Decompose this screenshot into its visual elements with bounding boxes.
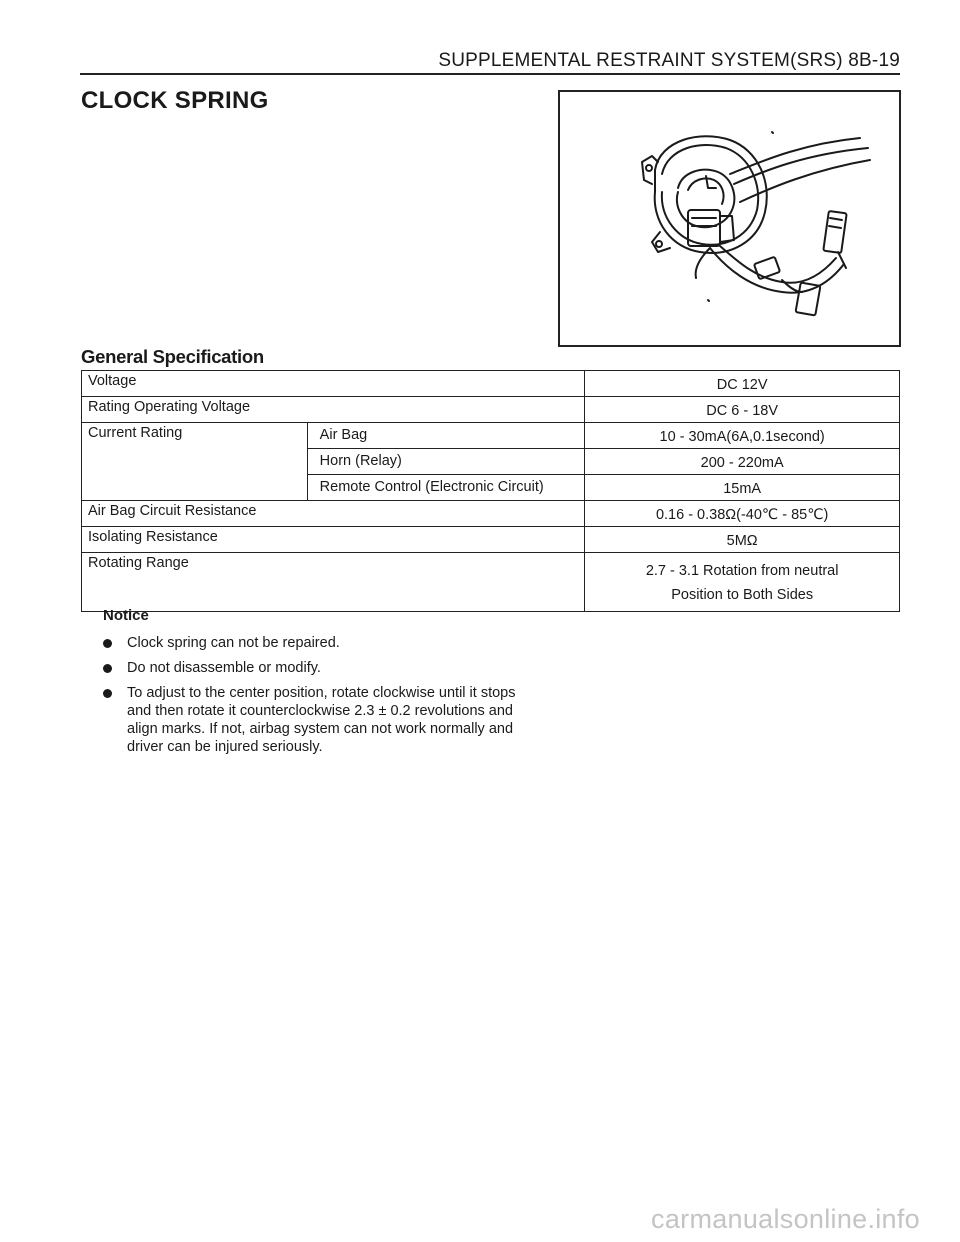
current-remote-control-label: Remote Control (Electronic Circuit) [307,475,585,501]
isolating-resistance-label: Isolating Resistance [82,527,585,553]
rating-operating-voltage-label: Rating Operating Voltage [82,397,585,423]
table-row [82,371,900,397]
header-rule [80,73,900,75]
bullet-icon [103,639,112,648]
notice-item-text: To adjust to the center position, rotate clockwise until it stops and then rotate it counterclockwise 2.3 ± 0.2 revolutions and align marks. If not, airbag system can not work normally and driver can be injured seriously. [127,685,516,755]
table-row [82,527,900,553]
air-bag-circuit-resistance-label: Air Bag Circuit Resistance [82,501,585,527]
section-title: CLOCK SPRING [81,87,269,114]
spec-table [81,370,900,612]
bullet-icon [103,664,112,673]
voltage-value: DC 12V [585,371,900,397]
table-row [82,501,900,527]
rotating-range-value [585,553,900,612]
list-item [103,634,543,652]
rotating-range-label: Rotating Range [82,553,585,612]
table-row [82,553,900,612]
rotating-range-value-line-1: 2.7 - 3.1 Rotation from neutral [645,563,839,579]
notice-title: Notice [103,607,149,624]
clock-spring-illustration [558,90,901,347]
current-air-bag-value: 10 - 30mA(6A,0.1second) [585,423,900,449]
current-rating-label: Current Rating [82,423,308,501]
current-remote-control-value: 15mA [585,475,900,501]
isolating-resistance-value: 5MΩ [585,527,900,553]
air-bag-circuit-resistance-value: 0.16 - 0.38Ω(-40℃ - 85℃) [585,501,900,527]
watermark: carmanualsonline.info [651,1204,920,1234]
list-item [103,659,543,677]
clock-spring-drawing [560,92,899,345]
notice-block [103,607,543,763]
current-horn-value: 200 - 220mA [585,449,900,475]
voltage-label: Voltage [82,371,585,397]
notice-item-text: Clock spring can not be repaired. [127,635,340,651]
notice-item-text: Do not disassemble or modify. [127,660,321,676]
bullet-icon [103,689,112,698]
page-header-title: SUPPLEMENTAL RESTRAINT SYSTEM(SRS) 8B-19 [438,50,900,71]
rating-operating-voltage-value: DC 6 - 18V [585,397,900,423]
table-row [82,397,900,423]
notice-list [103,634,543,756]
spec-title: General Specification [81,346,264,367]
current-air-bag-label: Air Bag [307,423,585,449]
current-horn-label: Horn (Relay) [307,449,585,475]
list-item [103,684,543,756]
rotating-range-value-line-2: Position to Both Sides [671,587,814,603]
table-row [82,423,900,449]
